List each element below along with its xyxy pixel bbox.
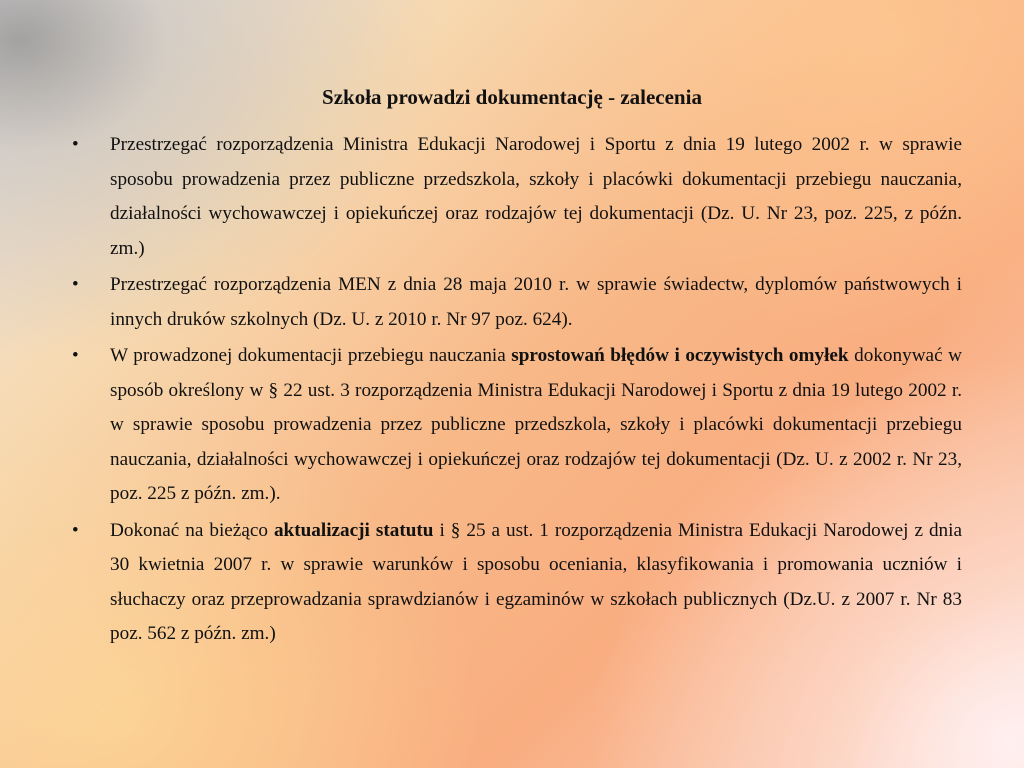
bullet-dot-icon: • [72,134,79,155]
bullet-text: Przestrzegać rozporządzenia MEN z dnia 28 maja 2010 r. w sprawie świadectw, dyplomów państwowych i innych druków szkolnych (Dz. U. z 2010 r. Nr 97 poz. 624). [110,274,962,330]
bullet-item [72,339,962,512]
bullet-item [72,268,962,337]
bullet-item [72,128,962,266]
bullet-text: Przestrzegać rozporządzenia Ministra Edukacji Narodowej i Sportu z dnia 19 lutego 2002 r. w sprawie sposobu prowadzenia przez publiczne przedszkola, szkoły i placówki dokumentacji przebiegu nauczania, działalności wychowawczej i opiekuńczej oraz rodzajów tej dokumentacji (Dz. U. Nr 23, poz. 225, z późn. zm.) [110,134,962,259]
bullet-text: dokonywać w sposób określony w § 22 ust. 3 rozporządzenia Ministra Edukacji Narodowej i Sportu z dnia 19 lutego 2002 r. w sprawie sposobu prowadzenia przez publiczne przedszkola, szkoły i placówki dokumentacji przebiegu nauczania, działalności wychowawczej i opiekuńczej oraz rodzajów tej dokumentacji (Dz. U. z 2002 r. Nr 23, poz. 225 z późn. zm.). [110,345,962,504]
bullet-text: i § 25 a ust. 1 rozporządzenia Ministra Edukacji Narodowej z dnia 30 kwietnia 2007 r. w sprawie warunków i sposobu oceniania, klasyfikowania i promowania uczniów i słuchaczy oraz przeprowadzania sprawdzianów i egzaminów w szkołach publicznych (Dz.U. z 2007 r. Nr 83 poz. 562 z późn. zm.) [110,519,962,644]
bullet-text: W prowadzonej dokumentacji przebiegu nauczania [110,345,512,366]
bullet-list [72,128,962,654]
bullet-text: Dokonać na bieżąco [110,519,274,541]
bullet-dot-icon: • [72,345,79,366]
bullet-dot-icon: • [72,274,79,295]
bullet-text-bold: aktualizacji statutu [273,519,434,541]
bullet-text-bold: sprostowań błędów i oczywistych omyłek [511,345,849,366]
slide-title: Szkoła prowadzi dokumentację - zalecenia [322,85,702,109]
bullet-item [72,514,962,652]
bullet-dot-icon: • [72,519,79,541]
